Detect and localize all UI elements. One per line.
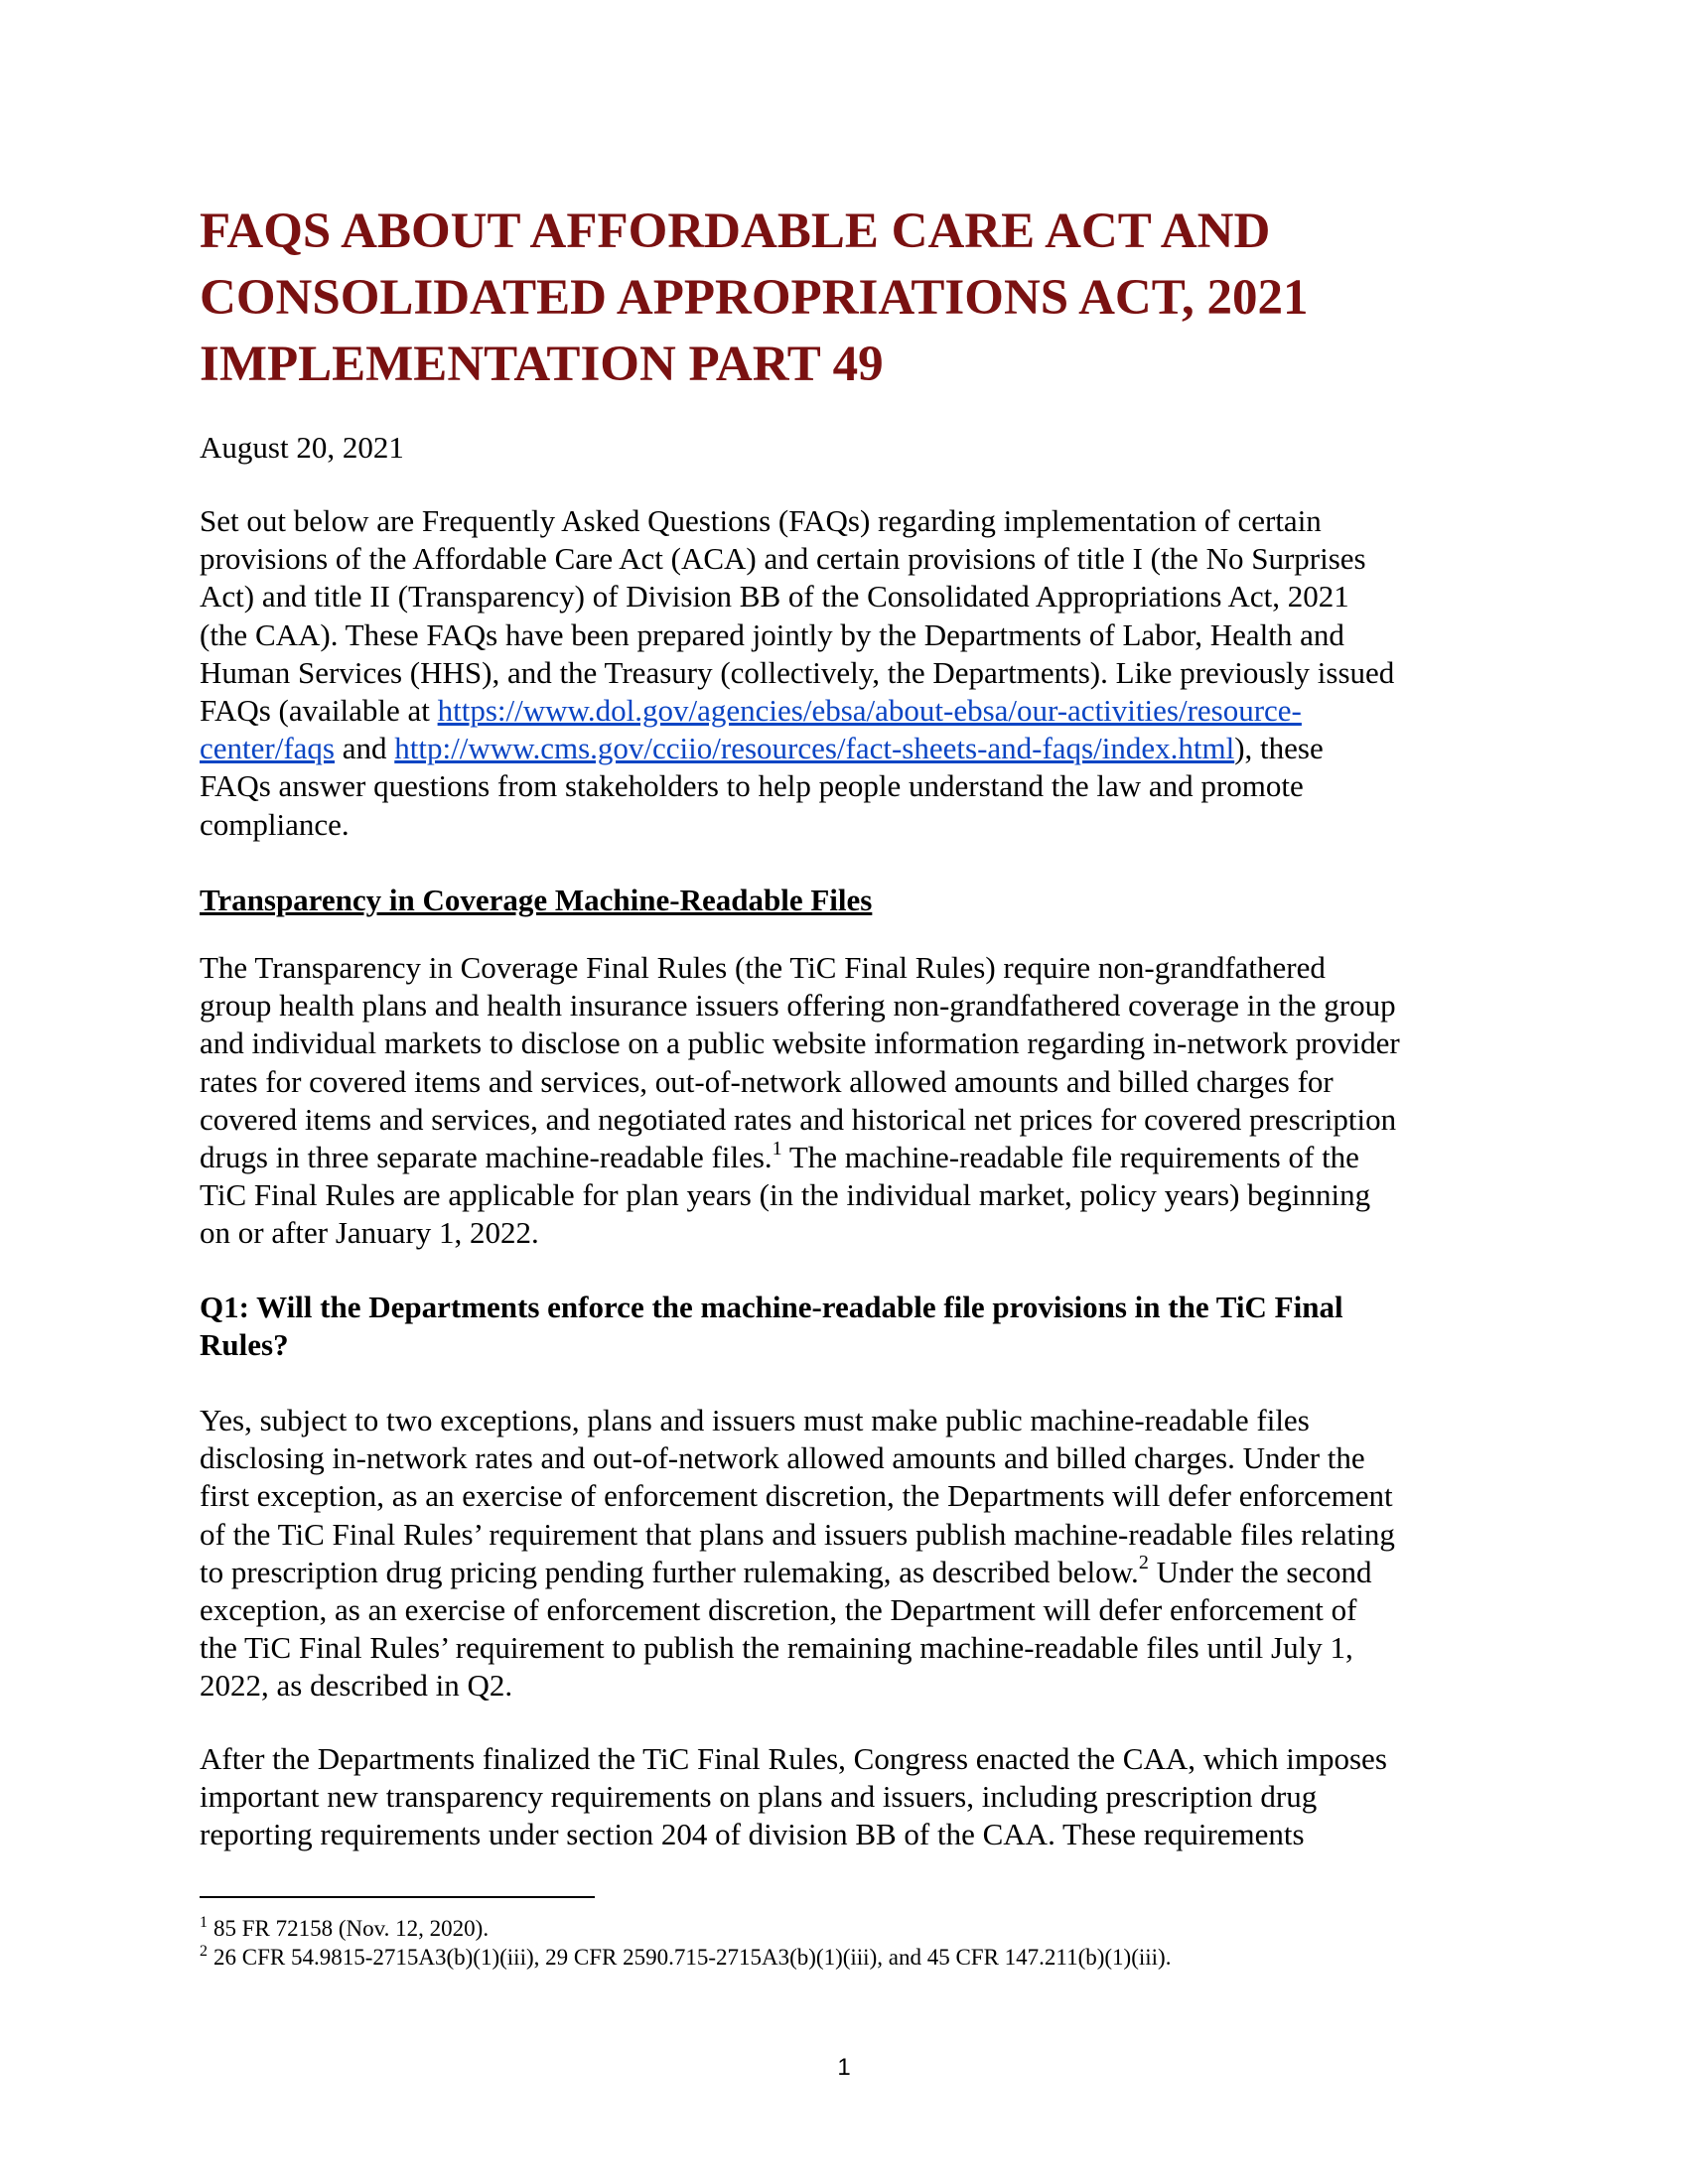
title-line: IMPLEMENTATION PART 49 [200, 337, 884, 392]
title-line: CONSOLIDATED APPROPRIATIONS ACT, 2021 [200, 270, 1309, 326]
footnote-ref-2[interactable]: 2 [1138, 1552, 1149, 1574]
dol-faqs-link[interactable]: https://www.dol.gov/agencies/ebsa/about-ebsa/our-activities/resource- [437, 693, 1302, 729]
caa-paragraph: After the Departments finalized the TiC Final Rules, Congress enacted the CAA, which imposes important new transparency requirements on plans and issuers, including prescription drug reporting requirements under section 204 of division BB of the CAA. These requirements [200, 1741, 1387, 1852]
dol-faqs-link-continued[interactable]: center/faqs [200, 731, 335, 766]
footnotes [200, 1914, 1490, 1972]
footnote-ref-1[interactable]: 1 [772, 1137, 782, 1160]
tic-paragraph: The Transparency in Coverage Final Rules (the TiC Final Rules) require non-grandfathered group health plans and health insurance issuers offering non-grandfathered coverage in the group and individual markets to disclose on a public website information regarding in-network provider rates for covered items and services, out-of-network allowed amounts and billed charges for covered items and services, and negotiated rates and historical net prices for covered prescription drugs in three separate machine-readable files.$^1$ The machine-readable file requirements of the TiC Final Rules are applicable for plan years (in the individual market, policy years) beginning on or after January 1, 2022. [200, 950, 1400, 1251]
cms-faqs-link[interactable]: http://www.cms.gov/cciio/resources/fact-sheets-and-faqs/index.html [394, 731, 1235, 766]
footnote-1: $^1$ 85 FR 72158 (Nov. 12, 2020). [200, 1914, 490, 1941]
page-number: 1 [837, 2054, 851, 2081]
question-1: Q1: Will the Departments enforce the machine-readable file provisions in the TiC Final Rules? [200, 1290, 1343, 1363]
intro-paragraph: Set out below are Frequently Asked Questions (FAQs) regarding implementation of certain provisions of the Affordable Care Act (ACA) and certain provisions of title I (the No Surprises Act) and title II (Transparency) of Division BB of the Consolidated Appropriations Act, 2021 (the CAA). These FAQs have been prepared jointly by the Departments of Labor, Health and Human Services (HHS), and the Treasury (collectively, the Departments). Like previously issued FAQs (available at https://www.dol.gov/agencies/ebsa/about-ebsa/our-activities/resource- center/faqs and http://www.cms.gov/cciio/resources/fact-sheets-and-faqs/index.html), these FAQs answer questions from stakeholders to help people understand the law and promote compliance. [200, 503, 1395, 842]
footnote-2: $^2$ 26 CFR 54.9815-2715A3(b)(1)(iii), 29 CFR 2590.715-2715A3(b)(1)(iii), and 45 CFR 147.211(b)(1)(iii). [200, 1943, 1172, 1970]
title-line: FAQS ABOUT AFFORDABLE CARE ACT AND [200, 204, 1271, 259]
footnote-separator [200, 1896, 595, 1898]
section-heading: Transparency in Coverage Machine-Readable Files [200, 883, 873, 917]
answer-1-paragraph: Yes, subject to two exceptions, plans and issuers must make public machine-readable files disclosing in-network rates and out-of-network allowed amounts and billed charges. Under the first exception, as an exercise of enforcement discretion, the Departments will defer enforcement of the TiC Final Rules’ requirement that plans and issuers publish machine-readable files relating to prescription drug pricing pending further rulemaking, as described below.$^2$ Under the second exception, as an exercise of enforcement discretion, the Department will defer enforcement of the TiC Final Rules’ requirement to publish the remaining machine-readable files until July 1, 2022, as described in Q2. [200, 1403, 1395, 1704]
document-title [200, 199, 1490, 398]
document-date: August 20, 2021 [200, 430, 404, 465]
